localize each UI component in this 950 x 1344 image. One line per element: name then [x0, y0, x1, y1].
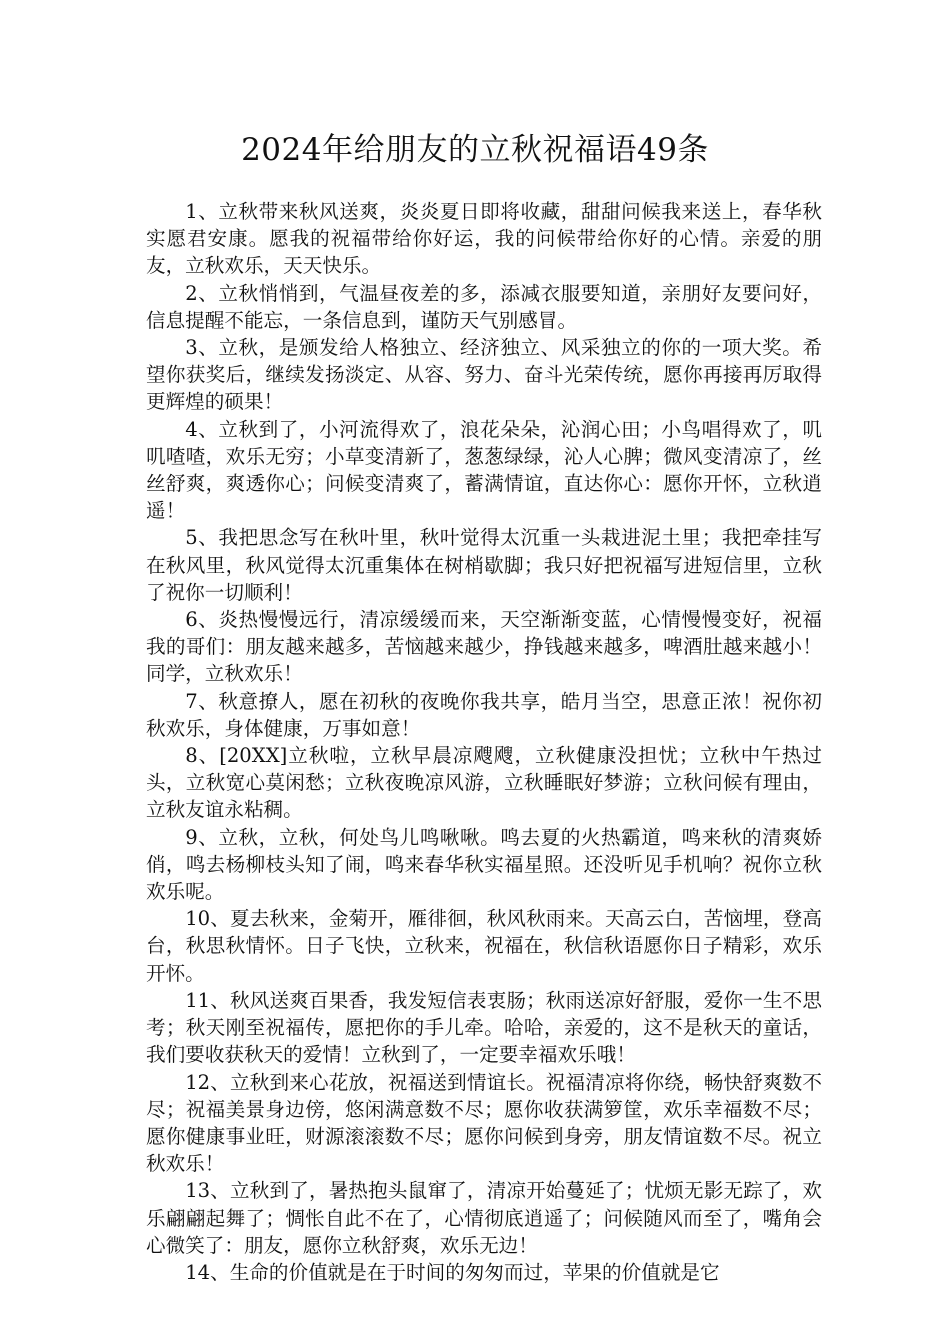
paragraph-14: 14、生命的价值就是在于时间的匆匆而过，苹果的价值就是它: [185, 1260, 720, 1284]
paragraph-4: 4、立秋到了，小河流得欢了，浪花朵朵，沁润心田；小鸟唱得欢了，叽叽喳喳，欢乐无穷；小草变清新了，葱葱绿绿，沁人心脾；微风变清凉了，丝丝舒爽，爽透你心；问候变清爽了，蓄满情谊，直达你心：愿你开怀，立秋逍遥！: [146, 417, 822, 523]
paragraph-11: 11、秋风送爽百果香，我发短信表衷肠；秋雨送凉好舒服，爱你一生不思考；秋天刚至祝福传，愿把你的手儿牵。哈哈，亲爱的，这不是秋天的童话，我们要收获秋天的爱情！立秋到了，一定要幸福欢乐哦！: [146, 988, 822, 1067]
paragraph-8: 8、[20XX]立秋啦，立秋早晨凉飕飕，立秋健康没担忧；立秋中午热过头，立秋宽心莫闲愁；立秋夜晚凉风游，立秋睡眠好梦游；立秋问候有理由，立秋友谊永粘稠。: [146, 744, 822, 822]
paragraph-1: 1、立秋带来秋风送爽，炎炎夏日即将收藏，甜甜问候我来送上，春华秋实愿君安康。愿我的祝福带给你好运，我的问候带给你好的心情。亲爱的朋友，立秋欢乐，天天快乐。: [146, 200, 822, 278]
paragraph-5: 5、我把思念写在秋叶里，秋叶觉得太沉重一头栽进泥土里；我把牵挂写在秋风里，秋风觉得太沉重集体在树梢歇脚；我只好把祝福写进短信里，立秋了祝你一切顺利！: [146, 526, 822, 604]
paragraph-7: 7、秋意撩人，愿在初秋的夜晚你我共享，皓月当空，思意正浓！祝你初秋欢乐，身体健康，万事如意！: [146, 689, 822, 740]
paragraph-13: 13、立秋到了，暑热抱头鼠窜了，清凉开始蔓延了；忧烦无影无踪了，欢乐翩翩起舞了；惆怅自此不在了，心情彻底逍遥了；问候随风而至了，嘴角会心微笑了：朋友，愿你立秋舒爽，欢乐无边！: [146, 1179, 822, 1257]
paragraph-2: 2、立秋悄悄到，气温昼夜差的多，添减衣服要知道，亲朋好友要问好，信息提醒不能忘，一条信息到，谨防天气别感冒。: [146, 281, 822, 332]
document-title: 2024年给朋友的立秋祝福语49条: [241, 132, 709, 168]
paragraph-6: 6、炎热慢慢远行，清凉缓缓而来，天空渐渐变蓝，心情慢慢变好，祝福我的哥们：朋友越来越多，苦恼越来越少，挣钱越来越多，啤酒肚越来越小！同学，立秋欢乐！: [146, 608, 822, 686]
paragraph-10: 10、夏去秋来，金菊开，雁徘徊，秋风秋雨来。天高云白，苦恼埋，登高台，秋思秋情怀。日子飞快，立秋来，祝福在，秋信秋语愿你日子精彩，欢乐开怀。: [146, 907, 822, 985]
paragraph-9: 9、立秋，立秋，何处鸟儿鸣啾啾。鸣去夏的火热霸道，鸣来秋的清爽娇俏，鸣去杨柳枝头知了闹，鸣来春华秋实福星照。还没听见手机响？祝你立秋欢乐呢。: [146, 825, 822, 904]
paragraph-12: 12、立秋到来心花放，祝福送到情谊长。祝福清凉将你绕，畅快舒爽数不尽；祝福美景身边傍，悠闲满意数不尽；愿你收获满箩筐，欢乐幸福数不尽；愿你健康事业旺，财源滚滚数不尽；愿你问候到身旁，朋友情谊数不尽。祝立秋欢乐！: [146, 1070, 822, 1176]
paragraph-3: 3、立秋，是颁发给人格独立、经济独立、风采独立的你的一项大奖。希望你获奖后，继续发扬淡定、从容、努力、奋斗光荣传统，愿你再接再厉取得更辉煌的硕果！: [146, 336, 822, 414]
document-body: [146, 198, 822, 1286]
